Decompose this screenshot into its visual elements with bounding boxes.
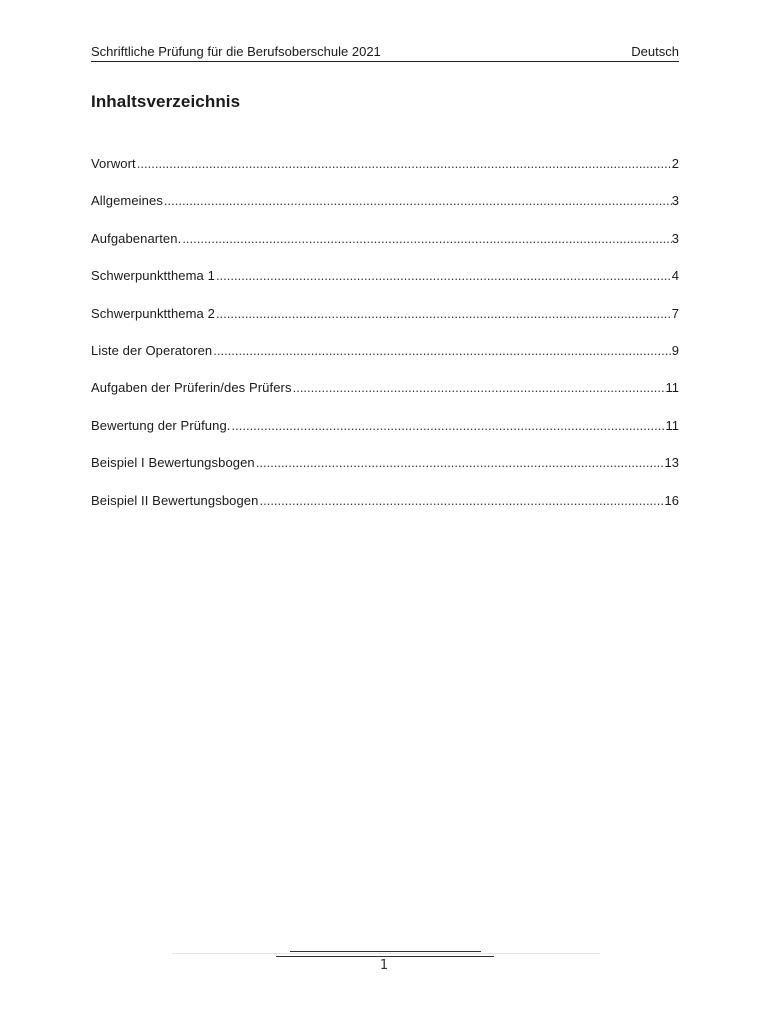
toc-dot-leader	[212, 342, 672, 360]
toc-entry-allgemeines[interactable]	[91, 192, 679, 210]
toc-entry-aufgabenarten[interactable]	[91, 230, 679, 248]
toc-dot-leader	[136, 155, 672, 173]
toc-entry-label: Beispiel II Bewertungsbogen	[91, 492, 259, 508]
toc-entry-label: Aufgaben der Prüferin/des Prüfers	[91, 380, 292, 396]
toc-dot-leader	[255, 454, 665, 472]
toc-dot-leader	[292, 379, 666, 397]
footer-rule-top	[290, 951, 481, 952]
toc-entry-label: Aufgabenarten.	[91, 230, 182, 246]
toc-entry-page: 2	[671, 156, 679, 171]
toc-entry-page: 16	[664, 492, 679, 508]
toc-dot-leader	[163, 192, 672, 210]
toc-entry-aufgaben-der-pruefer[interactable]	[91, 379, 679, 397]
toc-entry-page: 11	[665, 380, 679, 396]
header-document-title: Schriftliche Prüfung für die Berufsoberschule 2021	[91, 44, 381, 59]
toc-entry-page: 7	[671, 305, 679, 321]
toc-entry-beispiel-2[interactable]	[91, 492, 679, 510]
toc-entry-page: 4	[671, 268, 679, 284]
toc-dot-leader	[231, 417, 666, 435]
toc-entry-label: Schwerpunktthema 1	[91, 268, 215, 284]
toc-entry-beispiel-1[interactable]	[91, 454, 679, 472]
toc-dot-leader	[258, 492, 664, 510]
toc-entry-label: Bewertung der Prüfung.	[91, 417, 231, 433]
toc-entry-label: Beispiel I Bewertungsbogen	[91, 455, 255, 471]
toc-entry-page: 3	[671, 193, 679, 209]
header-subject: Deutsch	[631, 44, 679, 59]
toc-entry-label: Allgemeines	[91, 193, 163, 209]
toc-dot-leader	[181, 230, 671, 248]
toc-entry-schwerpunktthema-1[interactable]	[91, 267, 679, 285]
toc-entry-page: 11	[665, 417, 679, 433]
toc-dot-leader	[215, 267, 672, 285]
page-number: 1	[379, 958, 389, 973]
toc-list	[91, 155, 679, 529]
toc-entry-label: Liste der Operatoren	[91, 342, 213, 358]
toc-entry-page: 13	[664, 455, 679, 471]
toc-entry-schwerpunktthema-2[interactable]	[91, 305, 679, 323]
toc-entry-page: 9	[671, 342, 679, 358]
toc-entry-liste-der-operatoren[interactable]	[91, 342, 679, 360]
toc-heading: Inhaltsverzeichnis	[91, 92, 241, 111]
toc-entry-label: Vorwort	[91, 156, 136, 171]
toc-entry-page: 3	[671, 230, 679, 246]
page-header	[91, 43, 679, 62]
toc-entry-bewertung-der-pruefung[interactable]	[91, 417, 679, 435]
toc-entry-label: Schwerpunktthema 2	[91, 305, 215, 321]
toc-dot-leader	[215, 305, 672, 323]
toc-entry-vorwort[interactable]	[91, 155, 679, 173]
footer-rule-faint	[172, 953, 600, 954]
